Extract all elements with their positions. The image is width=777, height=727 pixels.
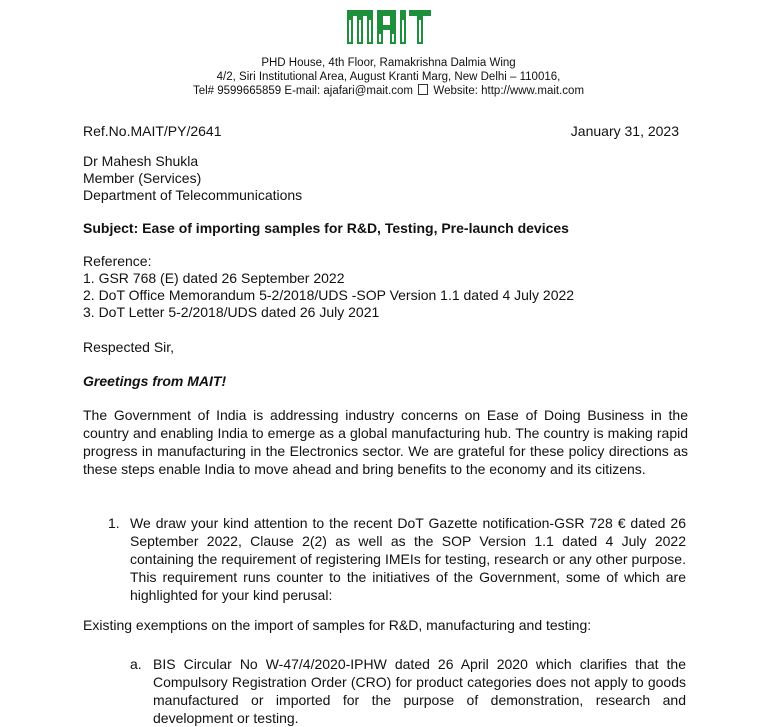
- point-1-text: We draw your kind attention to the recent DoT Gazette notification-GSR 728 € dated 26 September 2022, Clause 2(2) as well as the SOP Version 1.1 dated 4 July 2022 containing the requirement of registering IMEIs for testing, research or any other purpose. This requirement runs counter to the initiatives of the Government, some of which are highlighted for your kind perusal:: [130, 515, 686, 603]
- contact-phone-email: Tel# 9599665859 E-mail: ajafari@mait.com: [192, 85, 414, 97]
- contact-line: [0, 84, 777, 98]
- address-line-1: PHD House, 4th Floor, Ramakrishna Dalmia Wing: [261, 57, 516, 69]
- reference-item-3: 3. DoT Letter 5-2/2018/UDS dated 26 July 2021: [83, 304, 380, 320]
- reference-item-1: 1. GSR 768 (E) dated 26 September 2022: [83, 270, 345, 286]
- point-1-marker: 1.: [108, 515, 120, 531]
- salutation: Respected Sir,: [83, 339, 175, 355]
- reference-number: Ref.No.MAIT/PY/2641: [83, 123, 222, 139]
- recipient-department: Department of Telecommunications: [83, 187, 303, 203]
- address-line-2: 4/2, Siri Institutional Area, August Kranti Marg, New Delhi – 110016,: [216, 71, 561, 83]
- reference-item-2: 2. DoT Office Memorandum 5-2/2018/UDS -SOP Version 1.1 dated 4 July 2022: [83, 287, 575, 303]
- contact-website: Website: http://www.mait.com: [433, 85, 585, 97]
- greeting: Greetings from MAIT!: [83, 373, 227, 389]
- reference-heading: Reference:: [83, 253, 152, 269]
- subpoint-a-text: BIS Circular No W-47/4/2020-IPHW dated 26 April 2020 which clarifies that the Compulsory Registration Order (CRO) for product categories does not apply to goods manufactured or imported for the purpose of demonstration, research and development or testing.: [153, 656, 686, 726]
- exemptions-heading: Existing exemptions on the import of samples for R&D, manufacturing and testing:: [83, 617, 592, 633]
- mait-logo-mark: [346, 6, 432, 46]
- subject-line: Subject: Ease of importing samples for R&D, Testing, Pre-launch devices: [83, 220, 569, 236]
- recipient-position: Member (Services): [83, 170, 202, 186]
- mait-logo: [0, 6, 777, 51]
- checkbox-glyph-icon: [418, 84, 428, 95]
- intro-paragraph: The Government of India is addressing industry concerns on Ease of Doing Business in the country and enabling India to emerge as a global manufacturing hub. The country is making rapid progress in manufacturing in the Electronics sector. We are grateful for these policy directions as these steps enable India to move ahead and bring benefits to the economy and its citizens.: [83, 407, 688, 477]
- recipient-name: Dr Mahesh Shukla: [83, 153, 199, 169]
- subpoint-a-marker: a.: [130, 656, 142, 672]
- letter-date: January 31, 2023: [570, 123, 679, 139]
